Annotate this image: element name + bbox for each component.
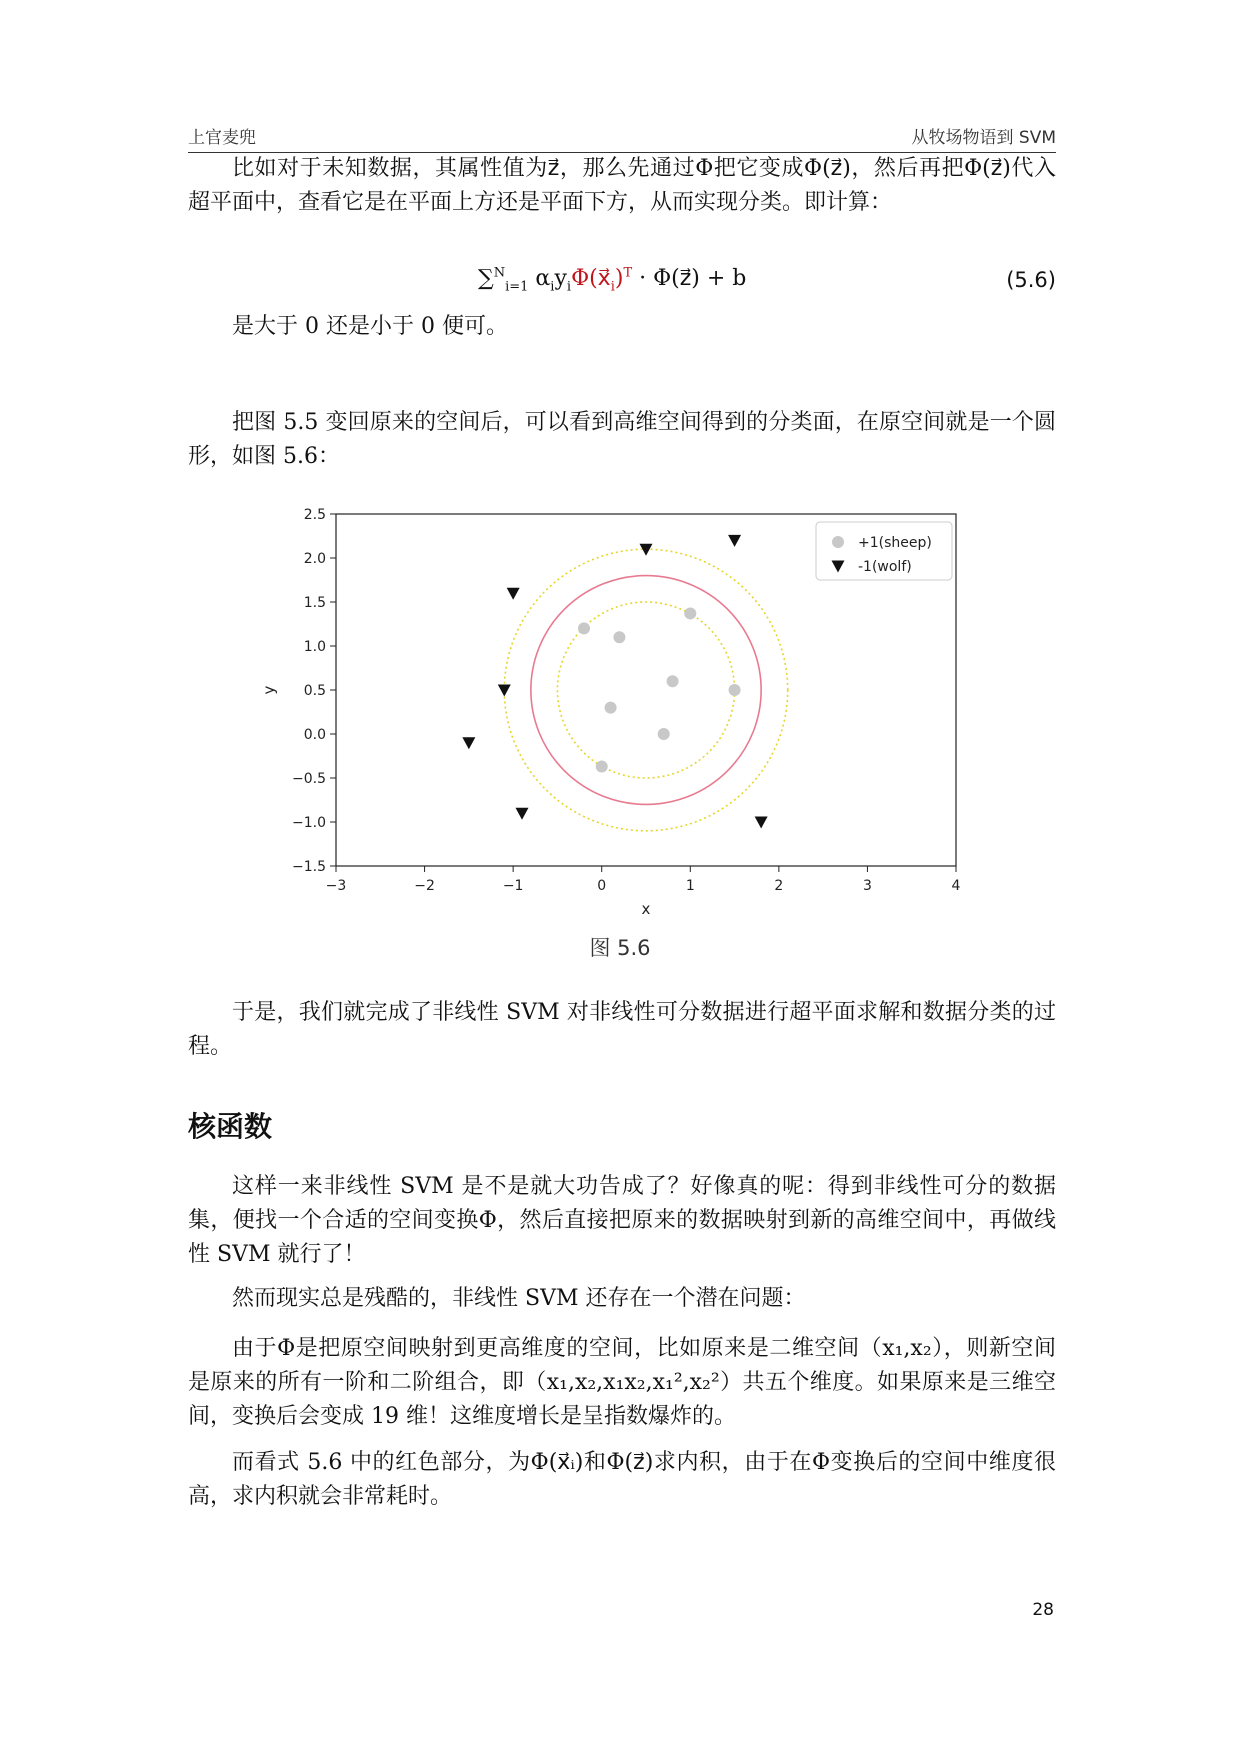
sheep-point xyxy=(658,728,670,740)
legend-label: +1(sheep) xyxy=(858,535,932,551)
paragraph-2: 是大于 0 还是小于 0 便可。 xyxy=(232,314,508,339)
legend-sheep-marker xyxy=(832,536,844,548)
sheep-point xyxy=(684,607,696,619)
legend-label: -1(wolf) xyxy=(858,559,912,575)
x-tick-label: 2 xyxy=(774,878,784,894)
page-number: 28 xyxy=(1032,1600,1054,1620)
equation-5-6: ∑$^N_{i=1}$ $\alpha_iy_i\Phi(x⃗_i)^T$ · Φ(z⃗) + b xyxy=(478,265,747,295)
sheep-point xyxy=(667,675,679,687)
paragraph-3: 把图 5.5 变回原来的空间后，可以看到高维空间得到的分类面，在原空间就是一个圆形，如图 5.6： xyxy=(188,410,1056,469)
y-tick-label: 2.0 xyxy=(303,551,326,567)
sheep-point xyxy=(613,631,625,643)
x-tick-label: 3 xyxy=(862,878,872,894)
y-tick-label: 1.0 xyxy=(303,639,326,655)
x-tick-label: −2 xyxy=(414,878,435,894)
equation-number: (5.6) xyxy=(1006,268,1056,292)
y-axis-label: y xyxy=(260,685,278,695)
sheep-point xyxy=(605,702,617,714)
equation-tail: · Φ(z⃗) + b xyxy=(632,266,747,291)
header-author: 上官麦兜 xyxy=(188,128,256,148)
figure-caption: 图 5.6 xyxy=(589,936,651,960)
x-tick-label: −1 xyxy=(502,878,524,894)
x-tick-label: 1 xyxy=(685,878,695,894)
header-title: 从牧场物语到 SVM xyxy=(911,128,1056,148)
figure-5-6-chart xyxy=(250,500,990,920)
y-tick-label: −1.0 xyxy=(292,815,326,831)
x-axis-label: x xyxy=(641,900,651,918)
paragraph-6: 然而现实总是残酷的，非线性 SVM 还存在一个潜在问题： xyxy=(232,1286,806,1311)
sum-upper: N xyxy=(493,265,506,281)
x-tick-label: 4 xyxy=(951,878,961,894)
y-tick-label: 0.5 xyxy=(303,683,326,699)
sheep-point xyxy=(729,684,741,696)
paragraph-5: 这样一来非线性 SVM 是不是就大功告成了？好像真的呢：得到非线性可分的数据集，便找一个合适的空间变换Φ，然后直接把原来的数据映射到新的高维空间中，再做线性 SVM 就行了！ xyxy=(188,1174,1056,1267)
sum-symbol: ∑ xyxy=(478,266,494,291)
y-tick-label: 0.0 xyxy=(303,727,326,743)
alpha: α xyxy=(535,266,551,291)
sheep-point xyxy=(578,622,590,634)
x-tick-label: 0 xyxy=(597,878,607,894)
equation-red-part: $\Phi(x⃗_i)^T$ xyxy=(571,265,633,295)
section-title: 核函数 xyxy=(188,1110,273,1143)
running-header xyxy=(188,122,1056,153)
y-tick-label: −0.5 xyxy=(292,771,326,787)
x-tick-label: −3 xyxy=(325,878,347,894)
paragraph-4: 于是，我们就完成了非线性 SVM 对非线性可分数据进行超平面求解和数据分类的过程。 xyxy=(188,1000,1056,1059)
sheep-point xyxy=(596,761,608,773)
sum-lower: i=1 xyxy=(505,279,529,295)
paragraph-1: 比如对于未知数据，其属性值为z⃗，那么先通过Φ把它变成Φ(z⃗)，然后再把Φ(z⃗)代入超平面中，查看它是在平面上方还是平面下方，从而实现分类。即计算： xyxy=(188,156,1056,215)
y-tick-label: 1.5 xyxy=(303,595,326,611)
y-tick-label: 2.5 xyxy=(303,507,326,523)
paragraph-8: 而看式 5.6 中的红色部分，为Φ(x⃗ᵢ)和Φ(z⃗)求内积，由于在Φ变换后的空间中维度很高，求内积就会非常耗时。 xyxy=(188,1450,1056,1509)
paragraph-7: 由于Φ是把原空间映射到更高维度的空间，比如原来是二维空间（x₁,x₂），则新空间是原来的所有一阶和二阶组合，即（x₁,x₂,x₁x₂,x₁²,x₂²）共五个维度。如果原来是三维空间，变换后会变成 19 维！这维度增长是呈指数爆炸的。 xyxy=(188,1336,1056,1429)
y-tick-label: −1.5 xyxy=(292,859,326,875)
